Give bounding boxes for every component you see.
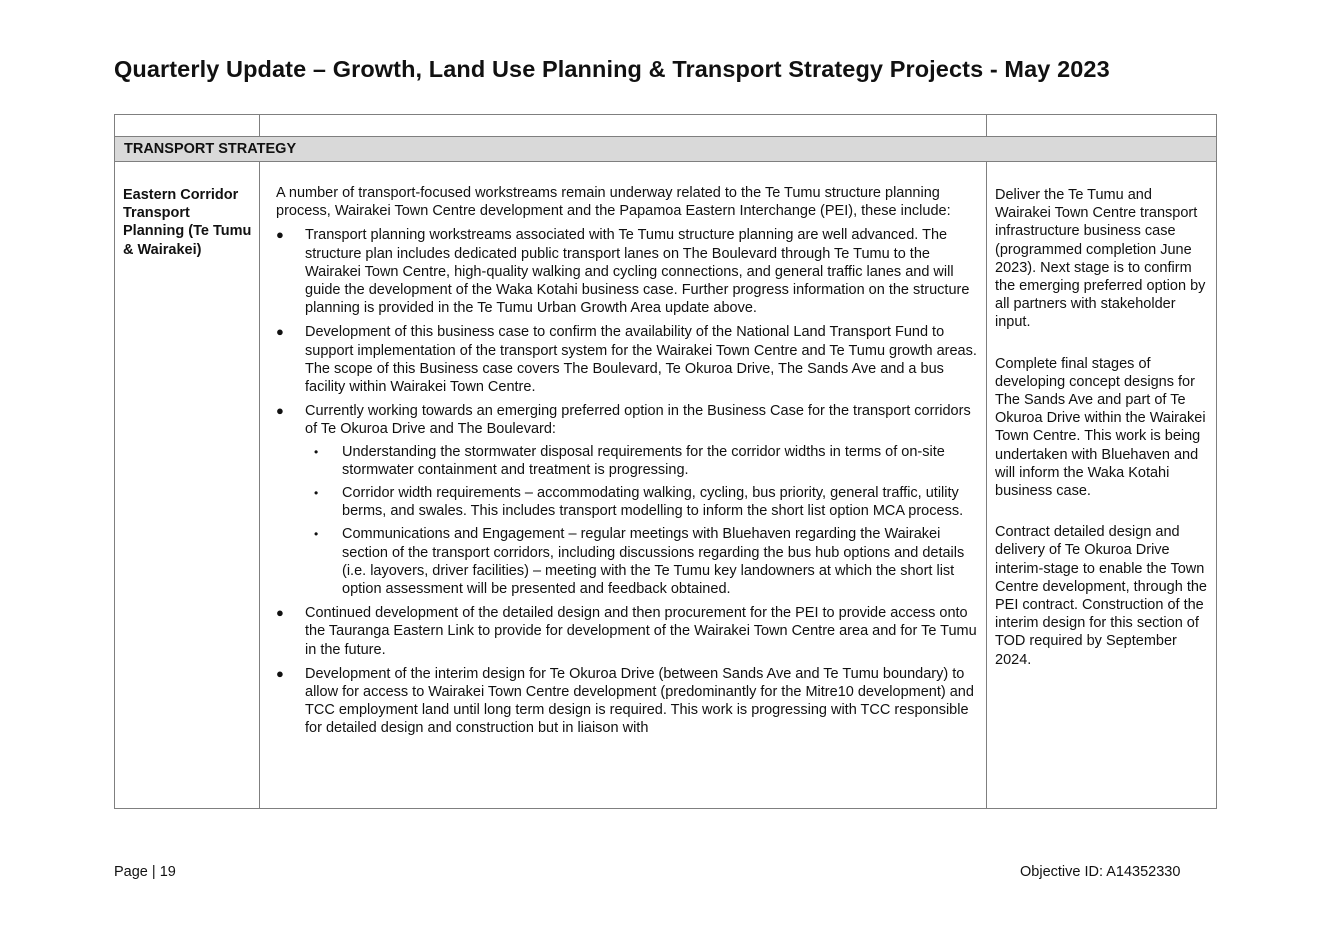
next-step-text: Deliver the Te Tumu and Wairakei Town Centre transport infrastructure business case (programmed completion June 2023). Next stage is to confirm the emerging preferred option by all partners with stakeholder input. [995, 187, 1206, 331]
bullet-icon: ● [276, 227, 284, 243]
sub-bullet-icon: • [314, 486, 319, 501]
list-item: ● Continued development of the detailed design and then procurement for the PEI to provide access onto the Tauranga Eastern Link to provide for development of the Wairakei Town Centre area and for Te Tumu in the future. [276, 605, 977, 658]
list-item: ● Development of the interim design for Te Okuroa Drive (between Sands Ave and Te Tumu boundary) to allow for access to Wairakei Town Centre development (predominantly for the Mitre10 development) and TCC employment land until long term design is required. This work is progressing with TCC responsible for detailed design and construction but in liaison with [276, 665, 974, 737]
sub-list-item: • Communications and Engagement – regular meetings with Bluehaven regarding the Wairakei section of the transport corridors, including discussions regarding the bus hub options and details (i.e. layovers, driver facilities) – meeting with the Te Tumu key landowners at which the short list option assessment will be presented and feedback obtained. [314, 526, 965, 598]
section-header: TRANSPORT STRATEGY [115, 137, 1217, 162]
next-step-text: Contract detailed design and delivery of Te Okuroa Drive interim-stage to enable the Town Centre development, through the PEI contract. Construction of the interim design for this section of TOD required by September 2024. [995, 524, 1207, 668]
bullet-icon: ● [276, 665, 284, 681]
table-row [115, 162, 1217, 809]
bullet-icon: ● [276, 324, 284, 340]
sub-bullet-icon: • [314, 444, 319, 459]
header-cell-1 [115, 115, 260, 137]
project-name-cell [115, 162, 260, 809]
sub-bullet-icon: • [314, 527, 319, 542]
project-update-cell [260, 162, 987, 809]
bullet-icon: ● [276, 403, 284, 419]
update-bullet-list [276, 226, 980, 737]
sub-list-item: • Corridor width requirements – accommodating walking, cycling, bus priority, general traffic, utility berms, and swales. This includes transport modelling to inform the short list option MCA process. [314, 485, 964, 520]
list-item: ● Development of this business case to confirm the availability of the National Land Transport Fund to support implementation of the transport system for the Wairakei Town Centre and Te Tumu growth areas. The scope of this Business case covers The Boulevard, Te Okuroa Drive, The Sands Ave and a bus facility within Wairakei Town Centre. [276, 324, 977, 396]
table-header-row [115, 115, 1217, 137]
list-item: ● Currently working towards an emerging preferred option in the Business Case for the transport corridors of Te Okuroa Drive and The Boulevard: • Understanding the stormwater disposal requirements for the corridor widths in terms of on-site stormwater containment and treatment is progressing. • Corridor width requirements – accommodating walking, cycling, bus priority, general traffic, utility berms, and swales. This includes transport modelling to inform the short list option MCA process. • Communications and Engagement – regular meetings with Bluehaven regarding the Wairakei section of the transport corridors, including discussions regarding the bus hub options and details (i.e. layovers, driver facilities) – meeting with the Te Tumu key landowners at which the short list option assessment will be presented and feedback obtained. [276, 402, 980, 598]
sub-list-item: • Understanding the stormwater disposal requirements for the corridor widths in terms of on-site stormwater containment and treatment is progressing. [314, 443, 945, 478]
page-number: Page | 19 [114, 864, 176, 880]
section-row [115, 137, 1217, 162]
objective-id: Objective ID: A14352330 [1020, 864, 1181, 880]
next-step-text: Complete final stages of developing concept designs for The Sands Ave and part of Te Okuroa Drive within the Wairakei Town Centre. This work is being undertaken with Bluehaven and will inform the Waka Kotahi business case. [995, 355, 1206, 500]
project-name: Eastern Corridor Transport Planning (Te Tumu & Wairakei) [123, 187, 252, 258]
bullet-icon: ● [276, 605, 284, 621]
list-item: ● Transport planning workstreams associated with Te Tumu structure planning are well advanced. The structure plan includes dedicated public transport lanes on The Boulevard through Te Tumu to the Wairakei Town Centre, high-quality walking and cycling connections, and general traffic lanes and will guide the development of the Waka Kotahi business case. Further progress information on the structure planning is provided in the Te Tumu Urban Growth Area update above. [276, 227, 970, 317]
next-steps-cell [987, 162, 1217, 809]
header-cell-2 [260, 115, 987, 137]
project-intro: A number of transport-focused workstreams remain underway related to the Te Tumu structure planning process, Wairakei Town Centre development and the Papamoa Eastern Interchange (PEI), these include: [276, 185, 951, 220]
projects-table [114, 114, 1217, 809]
page-title: Quarterly Update – Growth, Land Use Planning & Transport Strategy Projects - May 2023 [114, 56, 1110, 82]
sub-bullet-list [305, 443, 980, 599]
header-cell-3 [987, 115, 1217, 137]
